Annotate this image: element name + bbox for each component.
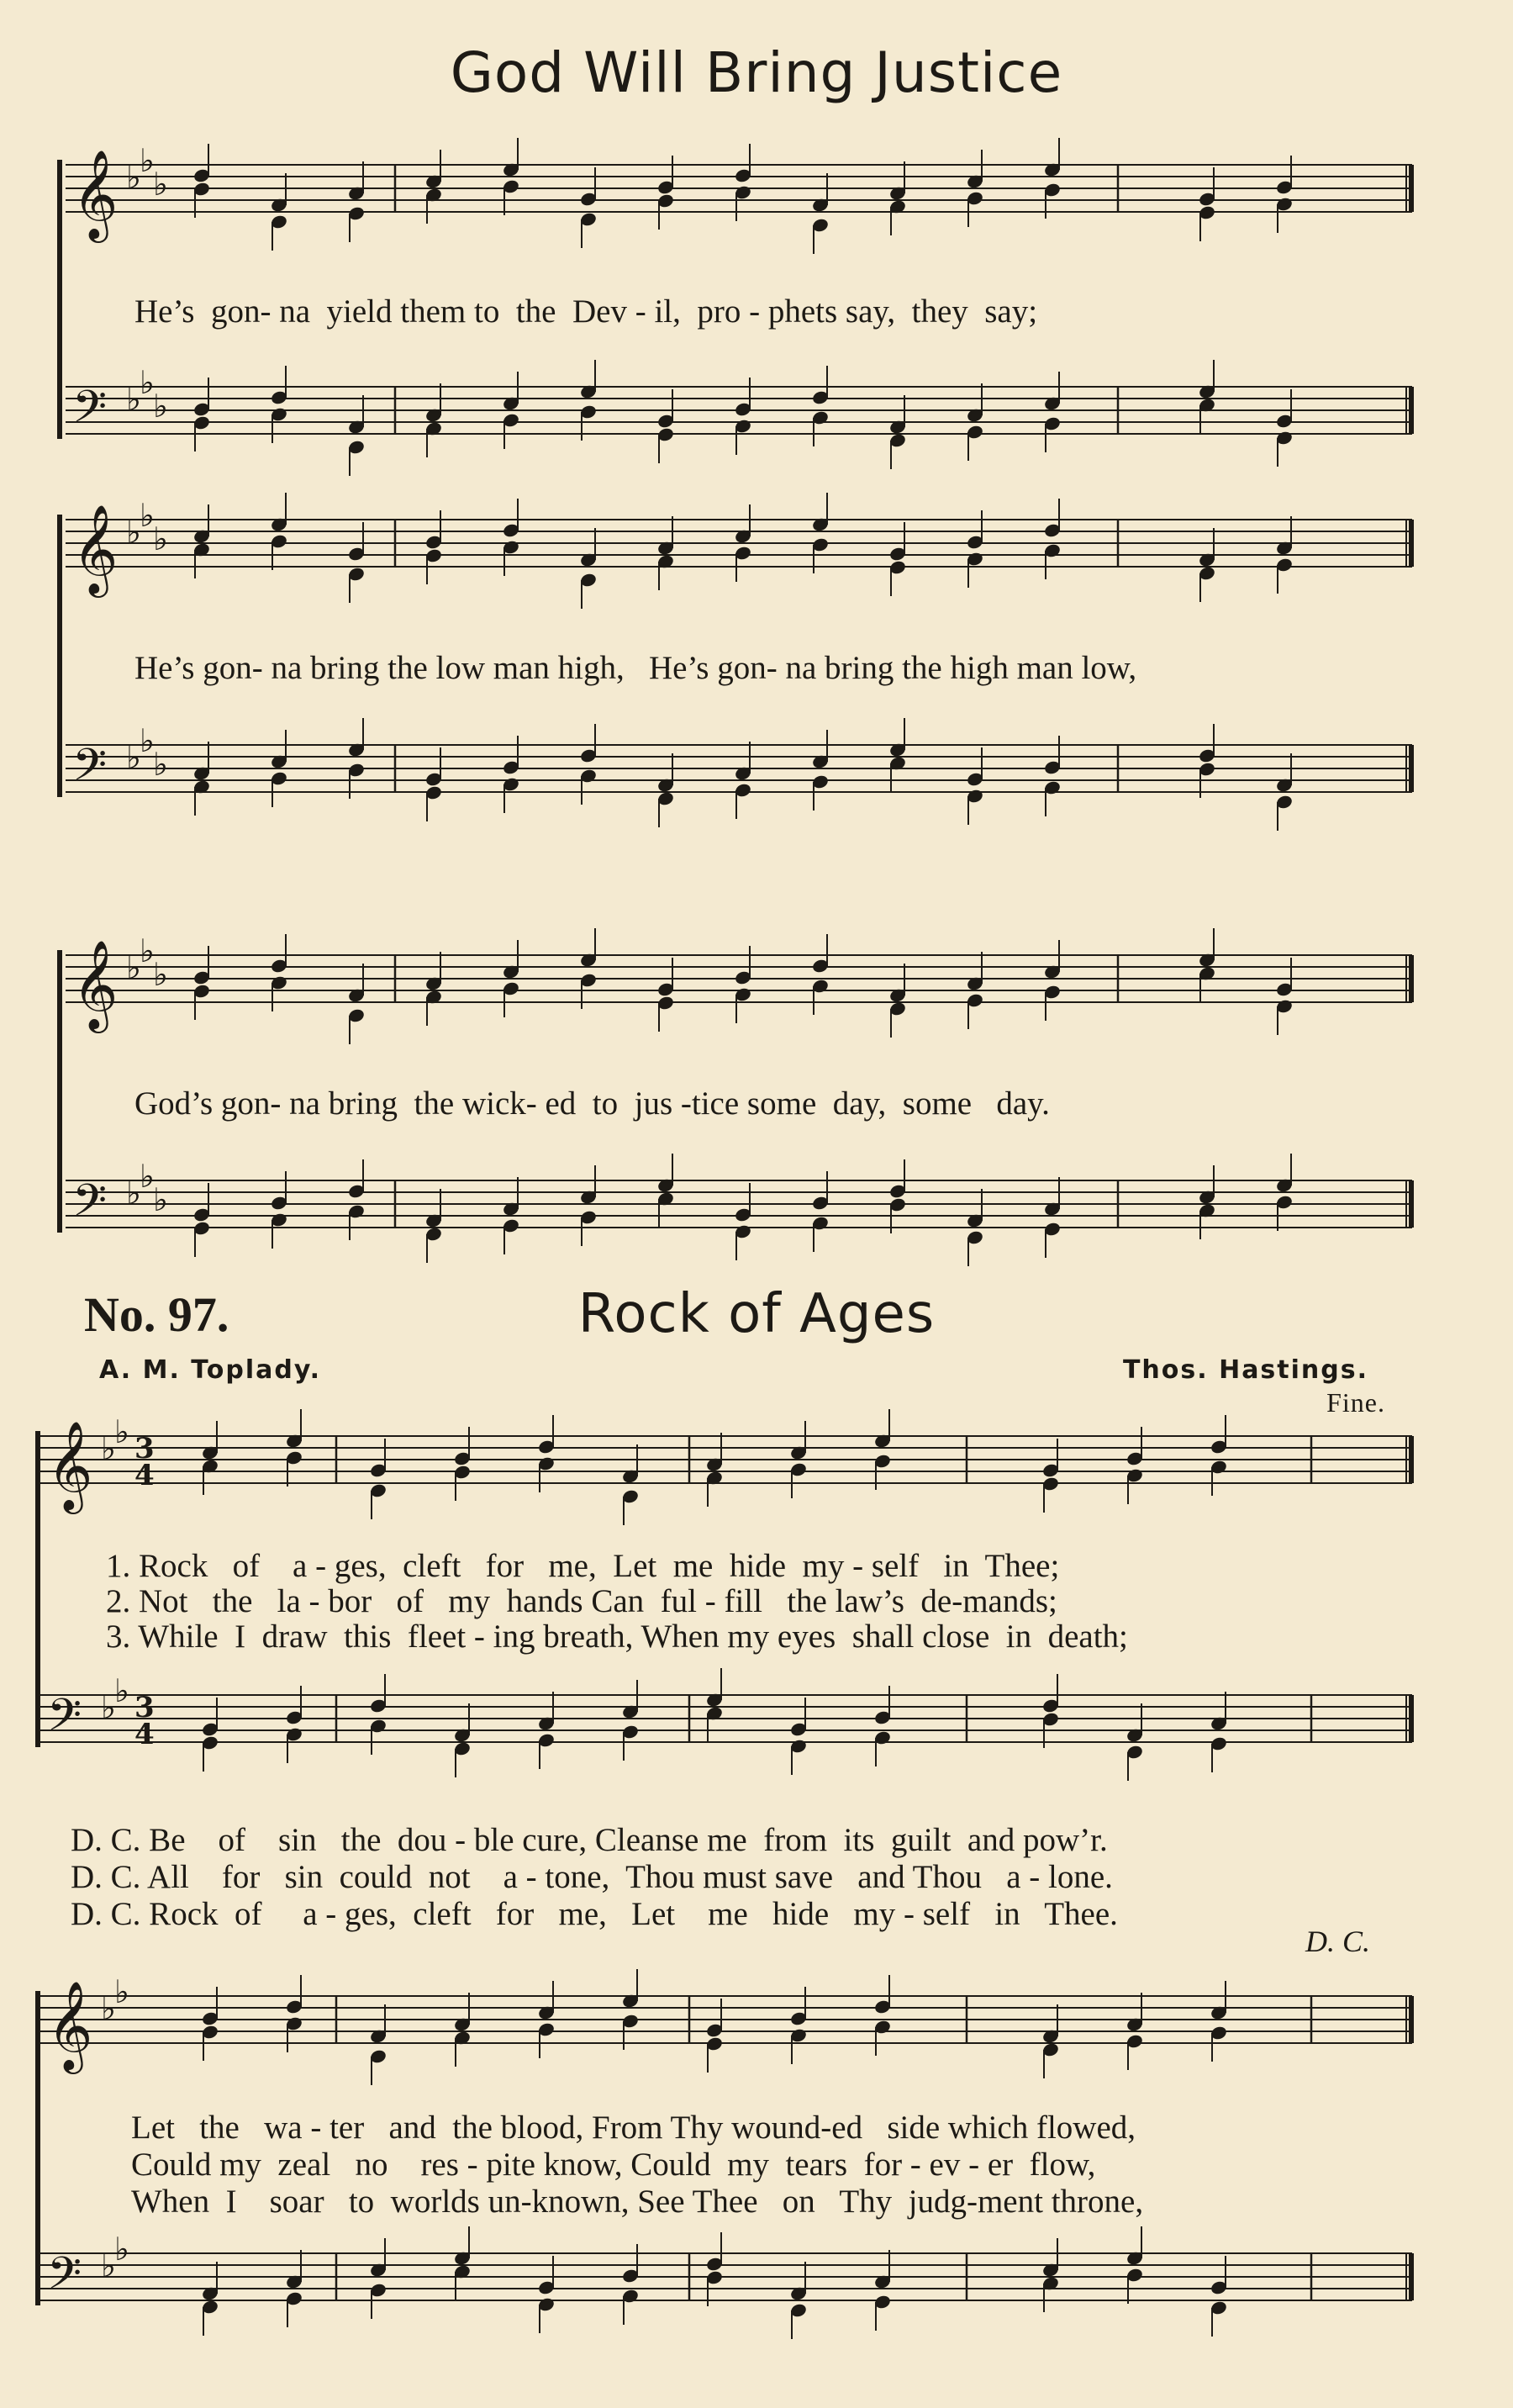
flat-sign: ♭ [101,2247,116,2284]
flat-sign: ♭ [153,166,168,203]
flat-sign: ♭ [126,739,141,776]
treble-clef: 𝄞 [47,1420,93,1510]
flat-sign: ♭ [153,1181,168,1218]
lyric-line: God’s gon- na bring the wick- ed to jus -tice some day, some day. [134,1085,1050,1122]
hymn-title-rock-of-ages: Rock of Ages [577,1283,936,1345]
lyricist-credit: A. M. Toplady. [99,1355,322,1385]
flat-sign: ♭ [101,1990,116,2027]
hymn-title-god-will-bring-justice: God Will Bring Justice [450,40,1063,105]
final-bar-heavy [1409,955,1414,1002]
final-bar-heavy [1409,165,1414,212]
system-brace [57,160,62,439]
flat-sign: ♭ [126,381,141,418]
flat-sign: ♭ [153,956,168,993]
bass-clef: 𝄢 [72,1175,108,1238]
lyric-line: He’s gon- na bring the low man high, He’s gon- na bring the high man low, [134,650,1137,686]
treble-clef: 𝄞 [72,504,119,594]
system-brace [57,515,62,797]
flat-sign: ♭ [153,746,168,783]
flat-sign: ♭ [114,2231,129,2268]
final-bar-heavy [1409,1180,1414,1228]
flat-sign: ♭ [114,1413,129,1450]
treble-clef: 𝄞 [47,1980,93,2070]
time-signature-top: 3 [134,1432,155,1465]
final-bar-heavy [1409,387,1414,434]
verse-line: 1. Rock of a - ges, cleft for me, Let me hide my - self in Thee; [106,1548,1060,1584]
dc-marking: D. C. [1305,1925,1370,1958]
flat-sign: ♭ [140,497,155,534]
bass-clef: 𝄢 [47,2248,82,2310]
time-signature-top: 3 [134,1691,155,1724]
final-bar-heavy [1409,1695,1414,1742]
bass-clef: 𝄢 [72,740,108,802]
composer-credit: Thos. Hastings. [1122,1355,1368,1385]
treble-clef: 𝄞 [72,939,119,1029]
final-bar-heavy [1409,1436,1414,1483]
fine-marking: Fine. [1326,1387,1385,1418]
verse-line: 2. Not the la - bor of my hands Can ful - fill the law’s de-mands; [106,1583,1057,1619]
bass-clef: 𝄢 [47,1690,82,1752]
hymn-number: No. 97. [84,1287,229,1342]
dc-line: D. C. All for sin could not a - tone, Thou must save and Thou a - lone. [71,1859,1113,1895]
flat-sign: ♭ [114,1973,129,2010]
verse-line: Let the wa - ter and the blood, From Thy wound-ed side which flowed, [131,2110,1136,2146]
bass-clef: 𝄢 [72,382,108,444]
final-bar-heavy [1409,2253,1414,2300]
dc-line: D. C. Rock of a - ges, cleft for me, Let me hide my - self in Thee. [71,1896,1118,1932]
flat-sign: ♭ [140,722,155,759]
final-bar-heavy [1409,1996,1414,2043]
flat-sign: ♭ [126,514,141,551]
flat-sign: ♭ [101,1689,116,1726]
system-brace [35,1431,40,1747]
time-signature-bottom: 4 [134,1718,155,1751]
final-bar-heavy [1409,520,1414,567]
system-brace [35,1991,40,2305]
flat-sign: ♭ [140,1158,155,1195]
flat-sign: ♭ [153,520,168,557]
flat-sign: ♭ [140,932,155,969]
flat-sign: ♭ [126,949,141,986]
treble-clef: 𝄞 [72,149,119,239]
flat-sign: ♭ [114,1672,129,1709]
verse-line: 3. While I draw this fleet - ing breath, When my eyes shall close in death; [106,1619,1128,1655]
flat-sign: ♭ [140,142,155,179]
flat-sign: ♭ [140,364,155,401]
flat-sign: ♭ [153,388,168,425]
dc-line: D. C. Be of sin the dou - ble cure, Cleanse me from its guilt and pow’r. [71,1822,1108,1858]
flat-sign: ♭ [126,1175,141,1212]
verse-line: Could my zeal no res - pite know, Could my tears for - ev - er flow, [131,2147,1096,2183]
verse-line: When I soar to worlds un-known, See Thee on Thy judg-ment throne, [131,2184,1144,2220]
time-signature-bottom: 4 [134,1459,155,1492]
system-brace [57,950,62,1233]
final-bar-heavy [1409,745,1414,792]
flat-sign: ♭ [101,1430,116,1467]
lyric-line: He’s gon- na yield them to the Dev - il, pro - phets say, they say; [134,293,1038,330]
flat-sign: ♭ [126,159,141,196]
